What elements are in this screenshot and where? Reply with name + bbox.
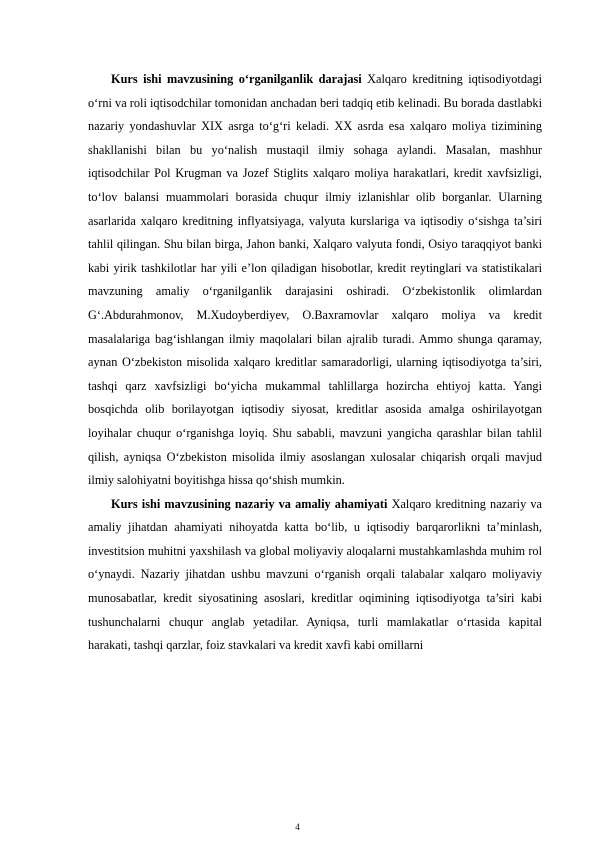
page-number: 4 [295, 822, 300, 832]
paragraph-heading: Kurs ishi mavzusining o‘rganilganlik darajasi [111, 72, 362, 86]
body-text [88, 68, 542, 658]
paragraph-significance [88, 493, 542, 658]
paragraph-text: Xalqaro kreditning nazariy va amaliy jihatdan ahamiyati nihoyatda katta bo‘lib, u iqtisodiy barqarorlikni ta’minlash, investitsion muhitni yaxshilash va global moliyaviy aloqalarni mustahkamlashda muhim rol o‘ynaydi. Nazariy jihatdan ushbu mavzuni o‘rganish orqali talabalar xalqaro moliyaviy munosabatlar, kredit siyosatining asoslari, kreditlar oqimining iqtisodiyotga ta’siri kabi tushunchalarni chuqur anglab yetadilar. Ayniqsa, turli mamlakatlar o‘rtasida kapital harakati, tashqi qarzlar, foiz stavkalari va kredit xavfi kabi omillarni [88, 496, 542, 653]
paragraph-text: Xalqaro kreditning iqtisodiyotdagi o‘rni va roli iqtisodchilar tomonidan anchadan beri tadqiq etib kelinadi. Bu borada dastlabki nazariy yondashuvlar XIX asrga to‘g‘ri keladi. XX asrda esa xalqaro moliya tizimining shakllanishi bilan bu yo‘nalish mustaqil ilmiy sohaga aylandi. Masalan, mashhur iqtisodchilar Pol Krugman va Jozef Stiglits xalqaro moliya harakatlari, kredit xavfsizligi, to‘lov balansi muammolari borasida chuqur ilmiy izlanishlar olib borganlar. Ularning asarlarida xalqaro kreditning inflyatsiyaga, valyuta kurslariga va iqtisodiy o‘sishga ta’siri tahlil qilingan. Shu bilan birga, Jahon banki, Xalqaro valyuta fondi, Osiyo taraqqiyot banki kabi yirik tashkilotlar har yili e’lon qiladigan hisobotlar, kredit reytinglari va statistikalari mavzuning amaliy o‘rganilganlik darajasini oshiradi. O‘zbekistonlik olimlardan G‘.Abdurahmonov, M.Xudoyberdiyev, O.Baxramovlar xalqaro moliya va kredit masalalariga bag‘ishlangan ilmiy maqolalari bilan ajralib turadi. Ammo shunga qaramay, aynan O‘zbekiston misolida xalqaro kreditlar samaradorligi, ularning iqtisodiyotga ta’siri, tashqi qarz xavfsizligi bo‘yicha mukammal tahlillarga hozircha ehtiyoj katta. Yangi bosqichda olib borilayotgan iqtisodiy siyosat, kreditlar asosida amalga oshirilayotgan loyihalar chuqur o‘rganishga loyiq. Shu sababli, mavzuni yangicha qarashlar bilan tahlil qilish, ayniqsa O‘zbekiston misolida ilmiy asoslangan xulosalar chiqarish orqali mavjud ilmiy salohiyatni boyitishga hissa qo‘shish mumkin. [88, 72, 543, 488]
paragraph-heading: Kurs ishi mavzusining nazariy va amaliy ahamiyati [111, 496, 388, 511]
paragraph-research-degree [88, 68, 542, 493]
